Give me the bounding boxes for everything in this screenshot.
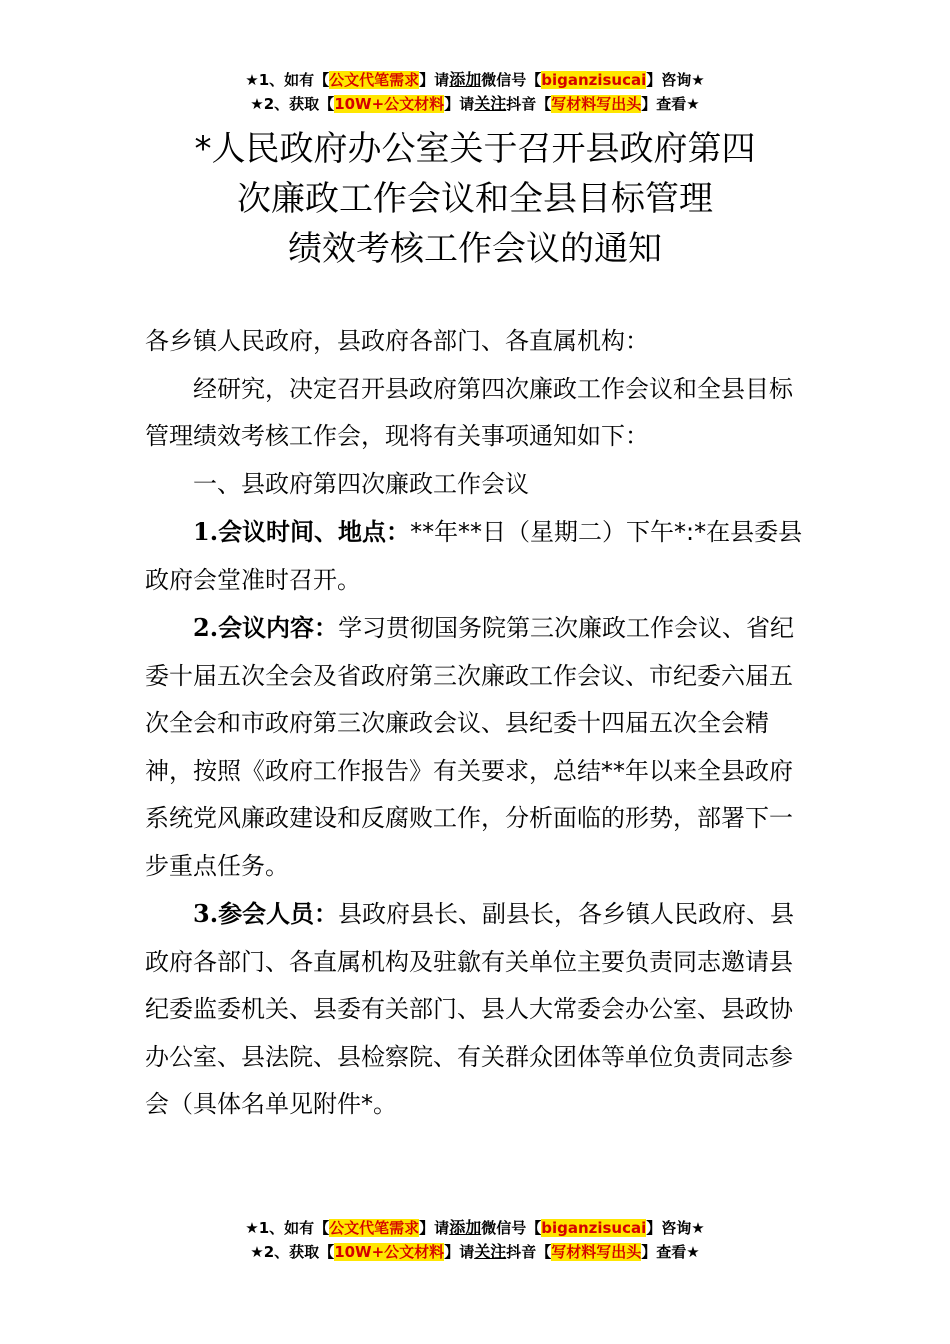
item-text: **年**日（星期二）下午*:*在县委县政府会堂准时召开。 [145,518,803,594]
promo-highlight: 公文代笔需求 [329,71,420,89]
promo-emphasis: 关注 [474,94,507,113]
document-title [0,124,950,274]
promo-emphasis: 关注 [474,1242,507,1261]
promo-banner-top [0,68,950,116]
title-line-3: 绩效考核工作会议的通知 [288,229,662,269]
item-label: 会议内容： [218,614,339,642]
title-line-1: *人民政府办公室关于召开县政府第四 [194,129,756,169]
promo-line-1: ★1、如有【公文代笔需求】请添加微信号【biganzisucai】咨询★ [245,70,705,89]
title-line-2: 次廉政工作会议和全县目标管理 [237,179,713,219]
promo-wechat-id: biganzisucai [541,1219,647,1237]
item-text: 县政府县长、副县长，各乡镇人民政府、县政府各部门、各直属机构及驻歙有关单位主要负责同志邀请县纪委监委机关、县委有关部门、县人大常委会办公室、县政协办公室、县法院、县检察院、有关群众团体等单位负责同志参会（具体名单见附件*。 [145,900,795,1118]
promo-douyin-id: 写材料写出头 [551,95,642,113]
promo-highlight: 公文代笔需求 [329,1219,420,1237]
item-meeting-content: 2.会议内容：学习贯彻国务院第三次廉政工作会议、省纪委十届五次全会及省政府第三次廉政工作会议、市纪委六届五次全会和市政府第三次廉政会议、县纪委十四届五次全会精神，按照《政府工作报告》有关要求，总结**年以来全县政府系统党风廉政建设和反腐败工作，分析面临的形势，部署下一步重点任务。 [145,613,795,880]
salutation: 各乡镇人民政府，县政府各部门、各直属机构： [145,327,649,355]
promo-highlight: 10W+公文材料 [334,1243,445,1261]
promo-emphasis: 添加 [449,70,482,89]
item-attendees: 3.参会人员：县政府县长、副县长，各乡镇人民政府、县政府各部门、各直属机构及驻歙有关单位主要负责同志邀请县纪委监委机关、县委有关部门、县人大常委会办公室、县政协办公室、县法院、县检察院、有关群众团体等单位负责同志参会（具体名单见附件*。 [145,899,795,1118]
promo-highlight: 10W+公文材料 [334,95,445,113]
item-label: 参会人员： [218,900,339,928]
item-text: 学习贯彻国务院第三次廉政工作会议、省纪委十届五次全会及省政府第三次廉政工作会议、市纪委六届五次全会和市政府第三次廉政会议、县纪委十四届五次全会精神，按照《政府工作报告》有关要求，总结**年以来全县政府系统党风廉政建设和反腐败工作，分析面临的形势，部署下一步重点任务。 [145,614,795,880]
document-body [145,318,810,1129]
item-meeting-time: 1.会议时间、地点：**年**日（星期二）下午*:*在县委县政府会堂准时召开。 [145,517,803,594]
intro-paragraph: 经研究，决定召开县政府第四次廉政工作会议和全县目标管理绩效考核工作会，现将有关事项通知如下： [145,374,793,450]
promo-wechat-id: biganzisucai [541,71,647,89]
promo-douyin-id: 写材料写出头 [551,1243,642,1261]
section-heading: 一、县政府第四次廉政工作会议 [193,469,529,498]
item-label: 会议时间、地点： [218,518,411,546]
promo-line-2: ★2、获取【10W+公文材料】请关注抖音【写材料写出头】查看★ [250,94,700,113]
promo-line-2: ★2、获取【10W+公文材料】请关注抖音【写材料写出头】查看★ [250,1242,700,1261]
promo-banner-bottom [0,1216,950,1264]
promo-line-1: ★1、如有【公文代笔需求】请添加微信号【biganzisucai】咨询★ [245,1218,705,1237]
promo-emphasis: 添加 [449,1218,482,1237]
